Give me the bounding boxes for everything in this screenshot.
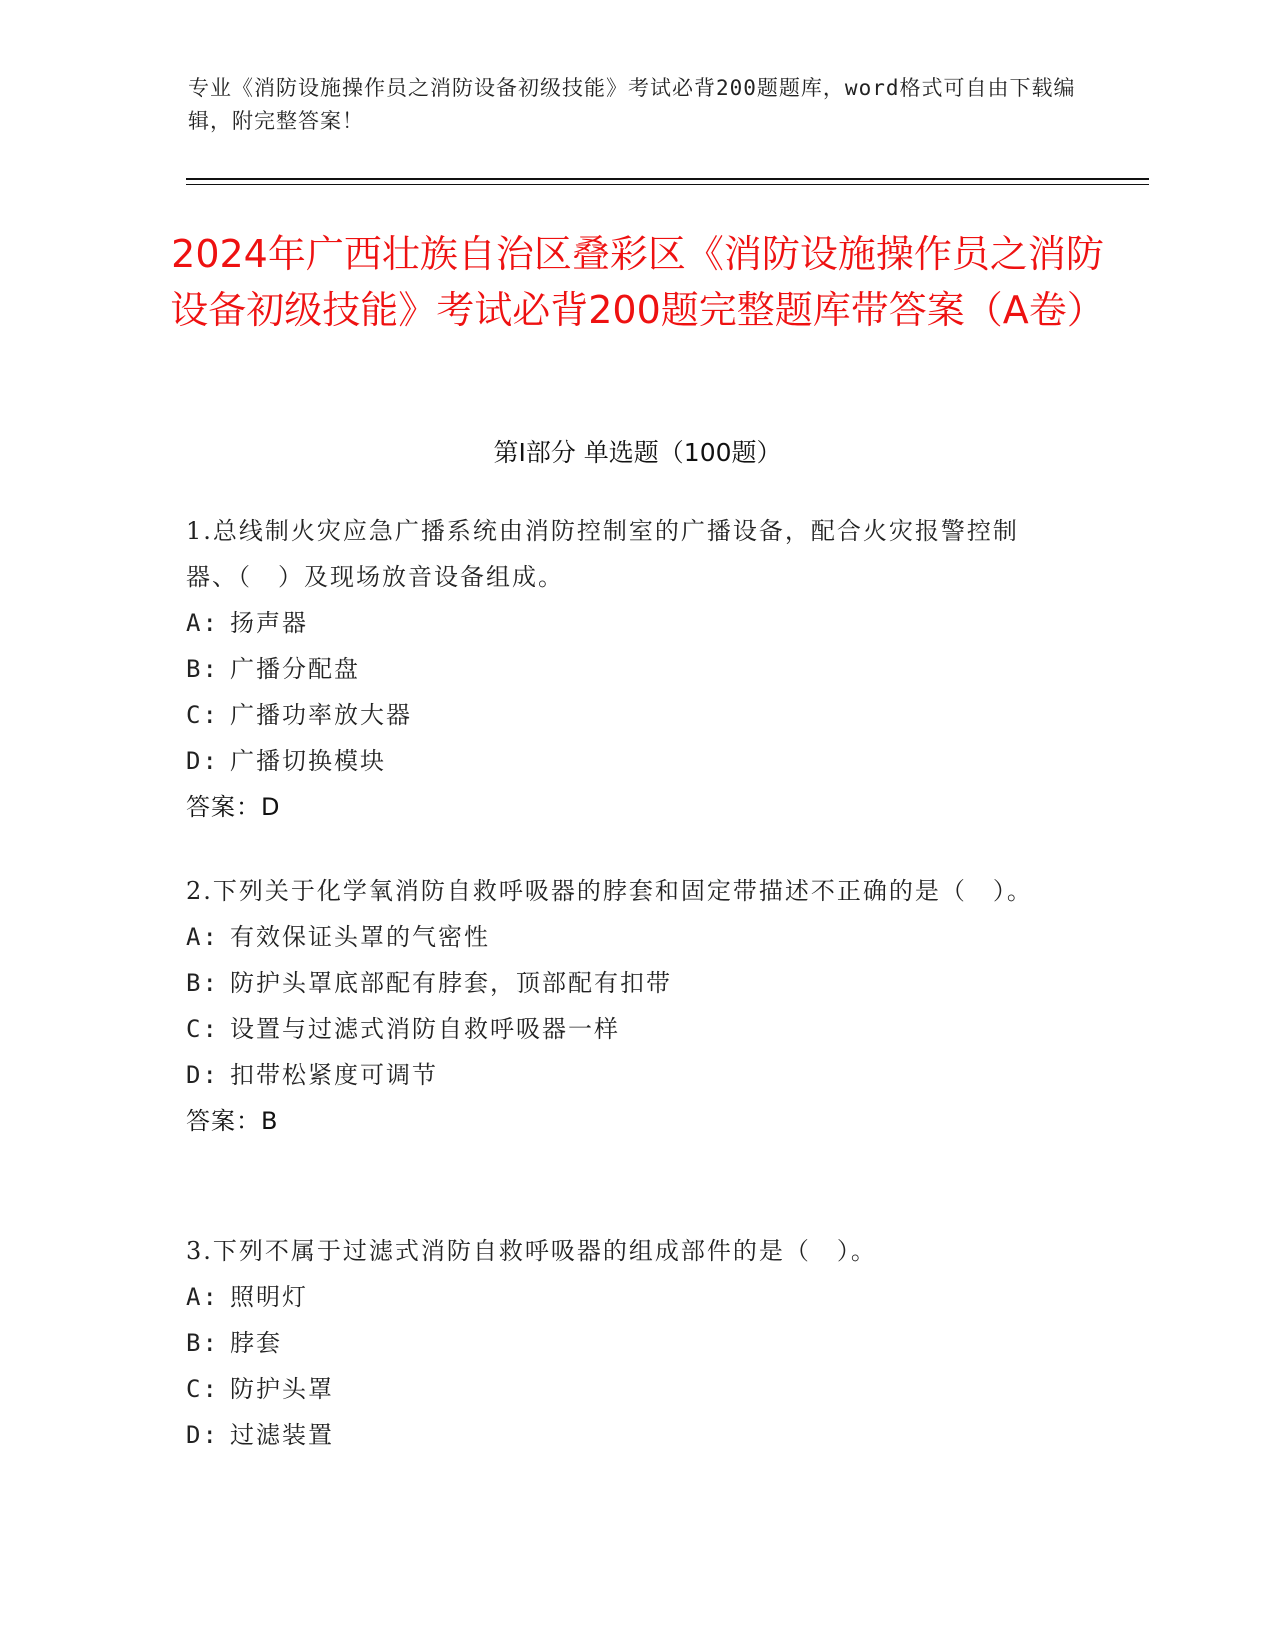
question-1: [186, 508, 1066, 830]
option-text: 照明灯: [230, 1283, 308, 1311]
option-letter: D:: [186, 747, 219, 775]
question-stem: 1.总线制火灾应急广播系统由消防控制室的广播设备，配合火灾报警控制器、（ ）及现场放音设备组成。: [186, 517, 1019, 591]
header-note: 专业《消防设施操作员之消防设备初级技能》考试必背200题题库，word格式可自由下载编辑，附完整答案！: [188, 76, 1076, 133]
option-text: 过滤装置: [230, 1421, 334, 1449]
answer-line: 答案：B: [186, 1107, 279, 1135]
option-letter: B:: [186, 655, 219, 683]
option-letter: B:: [186, 969, 219, 997]
option-c: [186, 1366, 1066, 1412]
option-letter: D:: [186, 1421, 219, 1449]
option-text: 广播功率放大器: [230, 701, 412, 729]
option-text: 防护头罩: [230, 1375, 334, 1403]
option-letter: A:: [186, 1283, 219, 1311]
option-a: [186, 600, 1066, 646]
option-text: 广播切换模块: [230, 747, 386, 775]
option-b: [186, 960, 1066, 1006]
question-2: [186, 868, 1066, 1144]
option-c: [186, 692, 1066, 738]
option-a: [186, 914, 1066, 960]
option-letter: A:: [186, 609, 219, 637]
option-text: 广播分配盘: [230, 655, 360, 683]
option-letter: C:: [186, 701, 219, 729]
option-text: 设置与过滤式消防自救呼吸器一样: [230, 1015, 620, 1043]
option-b: [186, 1320, 1066, 1366]
option-text: 有效保证头罩的气密性: [230, 923, 490, 951]
header-rule-thick: [186, 178, 1149, 180]
question-stem: 2.下列关于化学氧消防自救呼吸器的脖套和固定带描述不正确的是（ ）。: [186, 877, 1033, 905]
option-d: [186, 1052, 1066, 1098]
option-letter: B:: [186, 1329, 219, 1357]
option-text: 扬声器: [230, 609, 308, 637]
option-a: [186, 1274, 1066, 1320]
option-text: 防护头罩底部配有脖套，顶部配有扣带: [230, 969, 672, 997]
option-letter: D:: [186, 1061, 219, 1089]
option-letter: A:: [186, 923, 219, 951]
option-b: [186, 646, 1066, 692]
option-text: 脖套: [230, 1329, 282, 1357]
question-3: [186, 1228, 1066, 1458]
option-d: [186, 1412, 1066, 1458]
section-heading: 第Ⅰ部分 单选题（100题）: [493, 438, 782, 467]
header-rule-thin: [186, 184, 1149, 185]
option-letter: C:: [186, 1375, 219, 1403]
answer-line: 答案：D: [186, 793, 281, 821]
option-c: [186, 1006, 1066, 1052]
document-title: 2024年广西壮族自治区叠彩区《消防设施操作员之消防设备初级技能》考试必背200题完整题库带答案（A卷）: [170, 232, 1105, 332]
option-letter: C:: [186, 1015, 219, 1043]
option-text: 扣带松紧度可调节: [230, 1061, 438, 1089]
question-stem: 3.下列不属于过滤式消防自救呼吸器的组成部件的是（ ）。: [186, 1237, 877, 1265]
option-d: [186, 738, 1066, 784]
